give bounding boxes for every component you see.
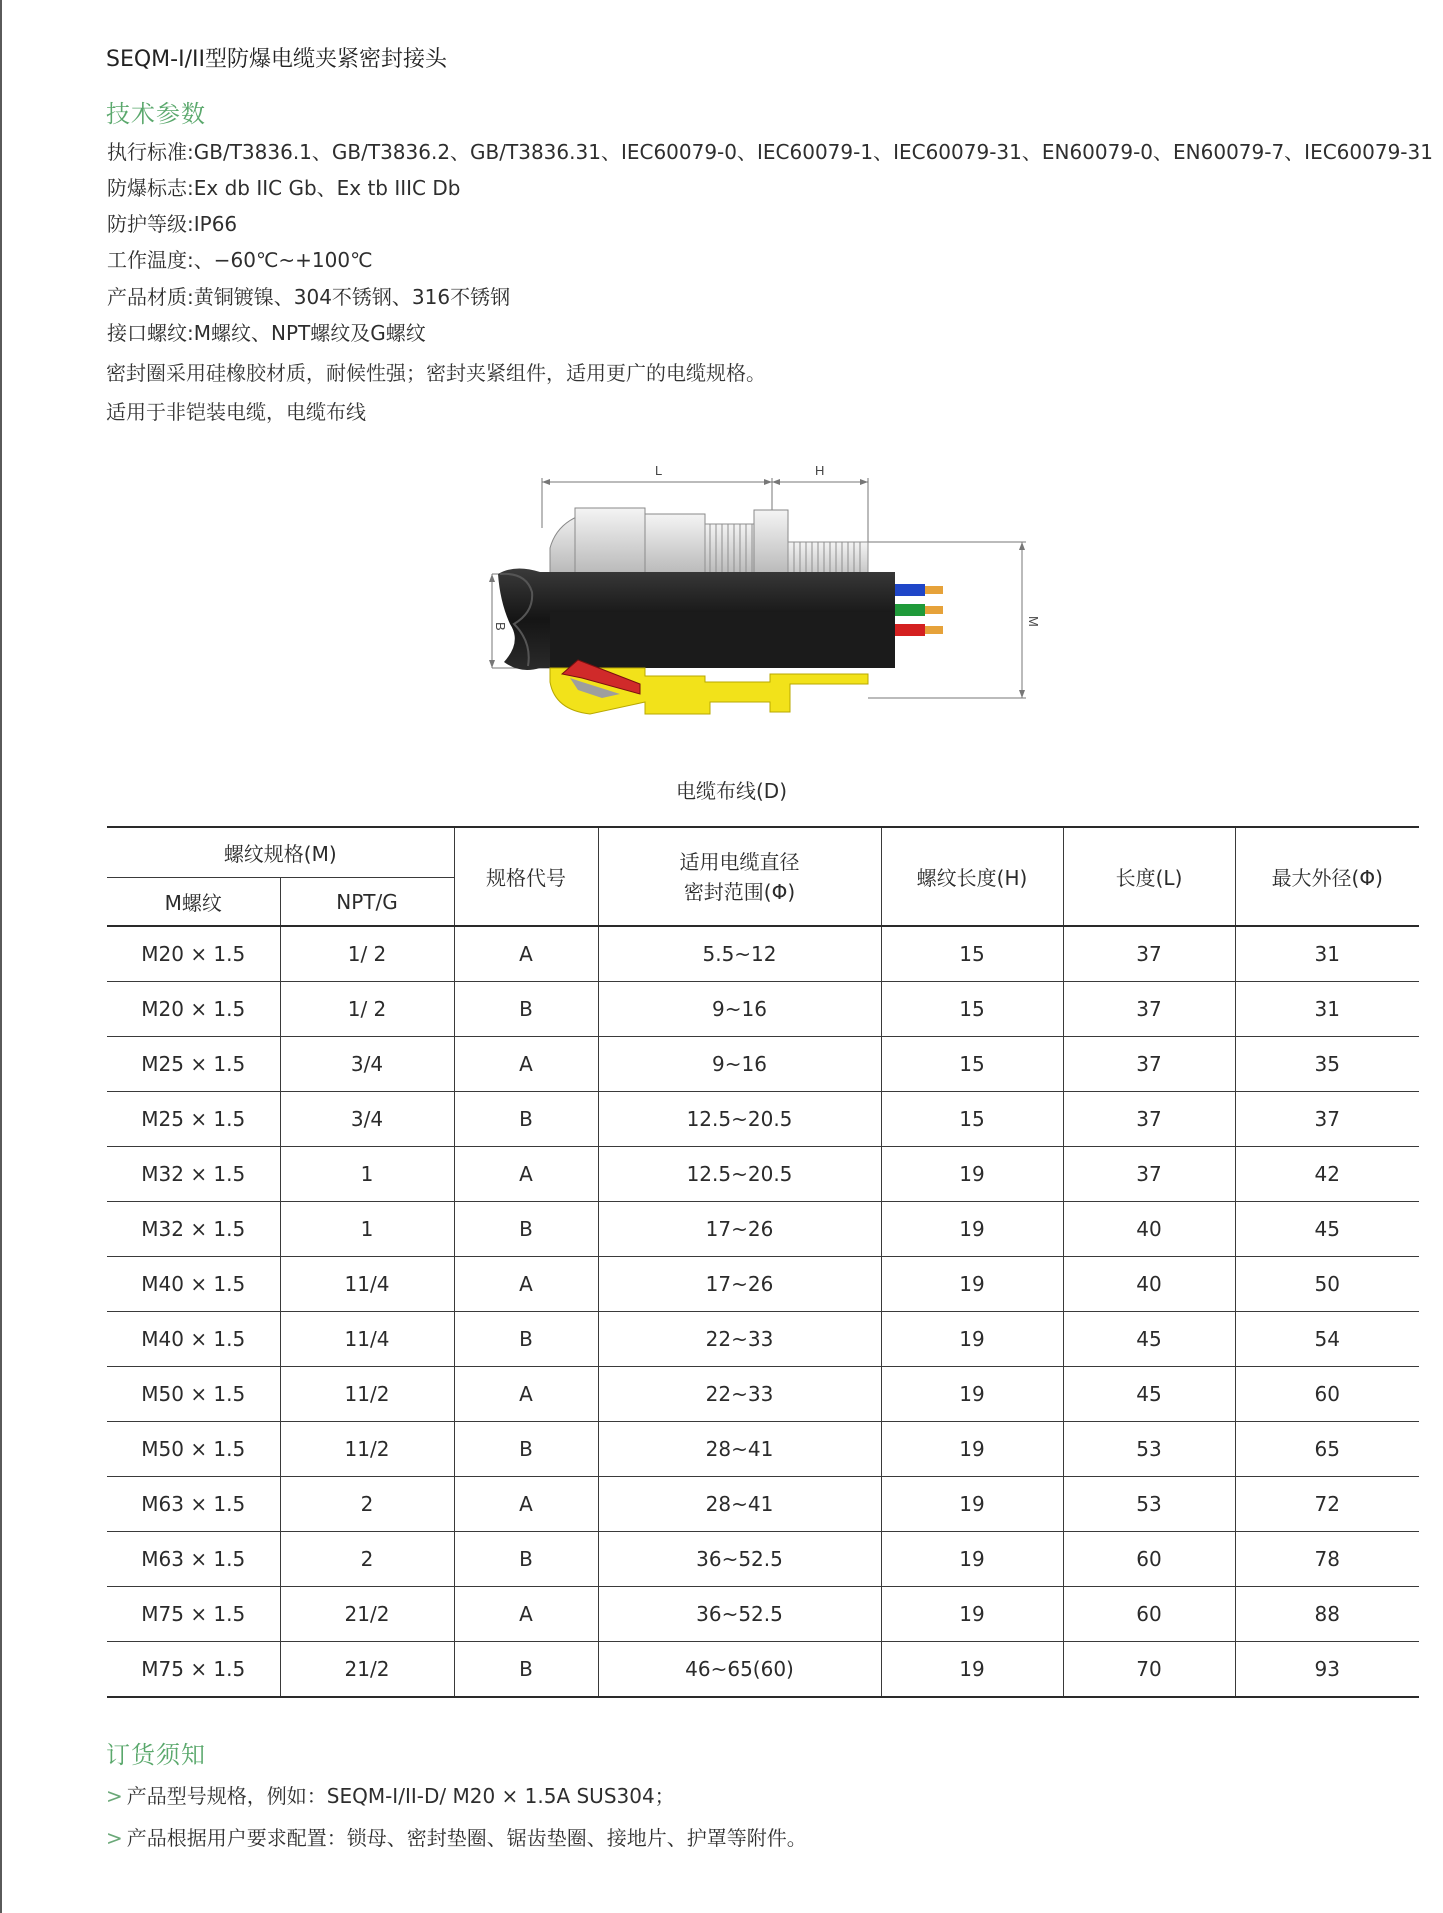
cell-length: 37 — [1063, 1092, 1235, 1147]
cell-thread-length: 15 — [881, 1092, 1063, 1147]
header-thread-spec: 螺纹规格(M) — [107, 827, 454, 878]
cell-m-thread: M20 × 1.5 — [107, 926, 280, 982]
cell-npt-g: 3/4 — [280, 1037, 454, 1092]
cell-max-od: 93 — [1235, 1642, 1419, 1698]
cell-thread-length: 15 — [881, 926, 1063, 982]
wire-green-tip — [925, 606, 943, 614]
param-value: 、−60℃~+100℃ — [193, 248, 373, 272]
cell-length: 45 — [1063, 1312, 1235, 1367]
cell-m-thread: M50 × 1.5 — [107, 1422, 280, 1477]
dim-label-b: B — [493, 622, 508, 631]
table-row — [107, 1422, 1419, 1477]
order-heading: 订货须知 — [106, 1741, 206, 1769]
cell-max-od: 54 — [1235, 1312, 1419, 1367]
spec-table — [107, 826, 1419, 1698]
cell-code: B — [454, 1532, 598, 1587]
cell-max-od: 45 — [1235, 1202, 1419, 1257]
header-max-od: 最大外径(Φ) — [1235, 827, 1419, 926]
table-header-row — [107, 827, 1419, 878]
cell-cable-range: 5.5~12 — [598, 926, 881, 982]
cell-code: A — [454, 1037, 598, 1092]
cell-npt-g: 21/2 — [280, 1642, 454, 1698]
cell-thread-length: 19 — [881, 1587, 1063, 1642]
param-temperature — [107, 244, 373, 273]
param-label: 防护等级: — [107, 212, 194, 236]
cell-m-thread: M50 × 1.5 — [107, 1367, 280, 1422]
cell-thread-length: 19 — [881, 1532, 1063, 1587]
order-line-text: 产品型号规格，例如：SEQM-I/II-D/ M20 × 1.5A SUS304； — [126, 1784, 675, 1808]
param-value: GB/T3836.1、GB/T3836.2、GB/T3836.31、IEC60079-0、IEC60079-1、IEC60079-31、EN60079-0、EN60079-7、IEC60079-31 — [193, 140, 1433, 164]
tech-params-heading: 技术参数 — [106, 100, 206, 128]
cell-max-od: 78 — [1235, 1532, 1419, 1587]
cell-max-od: 88 — [1235, 1587, 1419, 1642]
cell-cable-range: 36~52.5 — [598, 1587, 881, 1642]
param-ex-marking — [107, 172, 460, 201]
order-line-model — [106, 1780, 675, 1809]
cell-code: A — [454, 1367, 598, 1422]
cell-m-thread: M32 × 1.5 — [107, 1147, 280, 1202]
header-code: 规格代号 — [454, 827, 598, 926]
param-standard — [107, 136, 1433, 165]
cell-length: 37 — [1063, 1037, 1235, 1092]
cell-length: 37 — [1063, 982, 1235, 1037]
param-label: 工作温度: — [107, 248, 194, 272]
cable-gland-figure — [470, 452, 1050, 752]
cell-cable-range: 36~52.5 — [598, 1532, 881, 1587]
wire-blue-tip — [925, 586, 943, 594]
cell-cable-range: 12.5~20.5 — [598, 1092, 881, 1147]
header-cable-dia-line1: 适用电缆直径 — [679, 849, 800, 874]
param-protection — [107, 208, 237, 237]
arrow-icon: > — [106, 1826, 123, 1850]
cell-code: B — [454, 982, 598, 1037]
cell-length: 70 — [1063, 1642, 1235, 1698]
header-cable-dia — [598, 827, 881, 926]
header-m-thread: M螺纹 — [107, 878, 280, 927]
cell-max-od: 35 — [1235, 1037, 1419, 1092]
header-length: 长度(L) — [1063, 827, 1235, 926]
table-row — [107, 926, 1419, 982]
table-row — [107, 1257, 1419, 1312]
cell-m-thread: M40 × 1.5 — [107, 1312, 280, 1367]
cell-length: 40 — [1063, 1202, 1235, 1257]
table-row — [107, 1532, 1419, 1587]
cell-code: A — [454, 1257, 598, 1312]
param-value: 黄铜镀镍、304不锈钢、316不锈钢 — [193, 285, 511, 309]
cell-length: 60 — [1063, 1532, 1235, 1587]
cell-npt-g: 2 — [280, 1477, 454, 1532]
header-thread-length: 螺纹长度(H) — [881, 827, 1063, 926]
cell-npt-g: 11/4 — [280, 1257, 454, 1312]
cell-code: B — [454, 1092, 598, 1147]
cell-m-thread: M25 × 1.5 — [107, 1037, 280, 1092]
dim-label-l: L — [655, 463, 663, 478]
cell-thread-length: 19 — [881, 1312, 1063, 1367]
param-value: IP66 — [193, 212, 238, 236]
wire-red-tip — [925, 626, 943, 634]
cell-length: 45 — [1063, 1367, 1235, 1422]
table-body — [107, 926, 1419, 1697]
table-row — [107, 1312, 1419, 1367]
cell-npt-g: 3/4 — [280, 1092, 454, 1147]
cell-thread-length: 19 — [881, 1257, 1063, 1312]
arrow-icon: > — [106, 1784, 123, 1808]
cell-cable-range: 9~16 — [598, 982, 881, 1037]
cell-npt-g: 2 — [280, 1532, 454, 1587]
cell-length: 40 — [1063, 1257, 1235, 1312]
note-usage: 适用于非铠装电缆，电缆布线 — [106, 400, 366, 424]
cell-npt-g: 1/ 2 — [280, 982, 454, 1037]
cell-max-od: 31 — [1235, 926, 1419, 982]
cell-code: B — [454, 1202, 598, 1257]
cell-m-thread: M40 × 1.5 — [107, 1257, 280, 1312]
cell-length: 53 — [1063, 1477, 1235, 1532]
wire-blue — [895, 584, 925, 596]
page-left-rule — [0, 0, 2, 1913]
table-row — [107, 1642, 1419, 1698]
cell-code: A — [454, 1147, 598, 1202]
cell-npt-g: 11/2 — [280, 1422, 454, 1477]
cell-m-thread: M75 × 1.5 — [107, 1587, 280, 1642]
note-seal: 密封圈采用硅橡胶材质，耐候性强；密封夹紧组件，适用更广的电缆规格。 — [106, 361, 766, 385]
cell-length: 53 — [1063, 1422, 1235, 1477]
cell-m-thread: M32 × 1.5 — [107, 1202, 280, 1257]
cell-cable-range: 28~41 — [598, 1477, 881, 1532]
table-row — [107, 1202, 1419, 1257]
table-row — [107, 1367, 1419, 1422]
cell-npt-g: 1/ 2 — [280, 926, 454, 982]
cell-m-thread: M20 × 1.5 — [107, 982, 280, 1037]
cell-thread-length: 15 — [881, 1037, 1063, 1092]
cell-npt-g: 1 — [280, 1202, 454, 1257]
cell-code: A — [454, 926, 598, 982]
cell-max-od: 60 — [1235, 1367, 1419, 1422]
cell-thread-length: 19 — [881, 1642, 1063, 1698]
param-material — [107, 281, 510, 310]
cell-npt-g: 11/4 — [280, 1312, 454, 1367]
cell-thread-length: 19 — [881, 1422, 1063, 1477]
cell-max-od: 42 — [1235, 1147, 1419, 1202]
cell-code: A — [454, 1587, 598, 1642]
param-label: 接口螺纹: — [107, 321, 194, 345]
cell-thread-length: 15 — [881, 982, 1063, 1037]
cell-m-thread: M63 × 1.5 — [107, 1532, 280, 1587]
order-line-text: 产品根据用户要求配置：锁母、密封垫圈、锯齿垫圈、接地片、护罩等附件。 — [126, 1826, 807, 1850]
header-npt-g: NPT/G — [280, 878, 454, 927]
cell-max-od: 50 — [1235, 1257, 1419, 1312]
cell-length: 60 — [1063, 1587, 1235, 1642]
cell-max-od: 31 — [1235, 982, 1419, 1037]
cell-code: B — [454, 1422, 598, 1477]
figure-caption: 电缆布线(D) — [676, 779, 788, 803]
cell-m-thread: M63 × 1.5 — [107, 1477, 280, 1532]
cell-cable-range: 46~65(60) — [598, 1642, 881, 1698]
cell-max-od: 72 — [1235, 1477, 1419, 1532]
order-line-accessories — [106, 1822, 807, 1851]
wire-green — [895, 604, 925, 616]
param-label: 防爆标志: — [107, 176, 194, 200]
header-cable-dia-line2: 密封范围(Φ) — [683, 879, 796, 904]
table-row — [107, 1477, 1419, 1532]
param-value: Ex db IIC Gb、Ex tb IIIC Db — [193, 176, 461, 200]
cell-thread-length: 19 — [881, 1202, 1063, 1257]
cell-code: B — [454, 1642, 598, 1698]
cable-lower-half — [550, 612, 895, 668]
cell-cable-range: 28~41 — [598, 1422, 881, 1477]
cell-cable-range: 12.5~20.5 — [598, 1147, 881, 1202]
page-title: SEQM-I/II型防爆电缆夹紧密封接头 — [106, 47, 447, 72]
cell-thread-length: 19 — [881, 1147, 1063, 1202]
cell-max-od: 37 — [1235, 1092, 1419, 1147]
table-row — [107, 1147, 1419, 1202]
cell-max-od: 65 — [1235, 1422, 1419, 1477]
param-label: 执行标准: — [107, 140, 194, 164]
cell-thread-length: 19 — [881, 1367, 1063, 1422]
param-label: 产品材质: — [107, 285, 194, 309]
cell-length: 37 — [1063, 926, 1235, 982]
table-row — [107, 1037, 1419, 1092]
param-value: M螺纹、NPT螺纹及G螺纹 — [193, 321, 426, 345]
cell-thread-length: 19 — [881, 1477, 1063, 1532]
cell-cable-range: 17~26 — [598, 1257, 881, 1312]
table-row — [107, 982, 1419, 1037]
wire-red — [895, 624, 925, 636]
cell-npt-g: 21/2 — [280, 1587, 454, 1642]
cell-length: 37 — [1063, 1147, 1235, 1202]
table-row — [107, 1092, 1419, 1147]
cell-npt-g: 1 — [280, 1147, 454, 1202]
cell-code: B — [454, 1312, 598, 1367]
cell-cable-range: 17~26 — [598, 1202, 881, 1257]
cell-npt-g: 11/2 — [280, 1367, 454, 1422]
dim-label-h: H — [815, 463, 825, 478]
dim-label-m: M — [1026, 616, 1041, 627]
cell-cable-range: 22~33 — [598, 1367, 881, 1422]
cell-cable-range: 9~16 — [598, 1037, 881, 1092]
cell-code: A — [454, 1477, 598, 1532]
cell-cable-range: 22~33 — [598, 1312, 881, 1367]
cell-m-thread: M25 × 1.5 — [107, 1092, 280, 1147]
table-row — [107, 1587, 1419, 1642]
cell-m-thread: M75 × 1.5 — [107, 1642, 280, 1698]
param-thread — [107, 317, 426, 346]
